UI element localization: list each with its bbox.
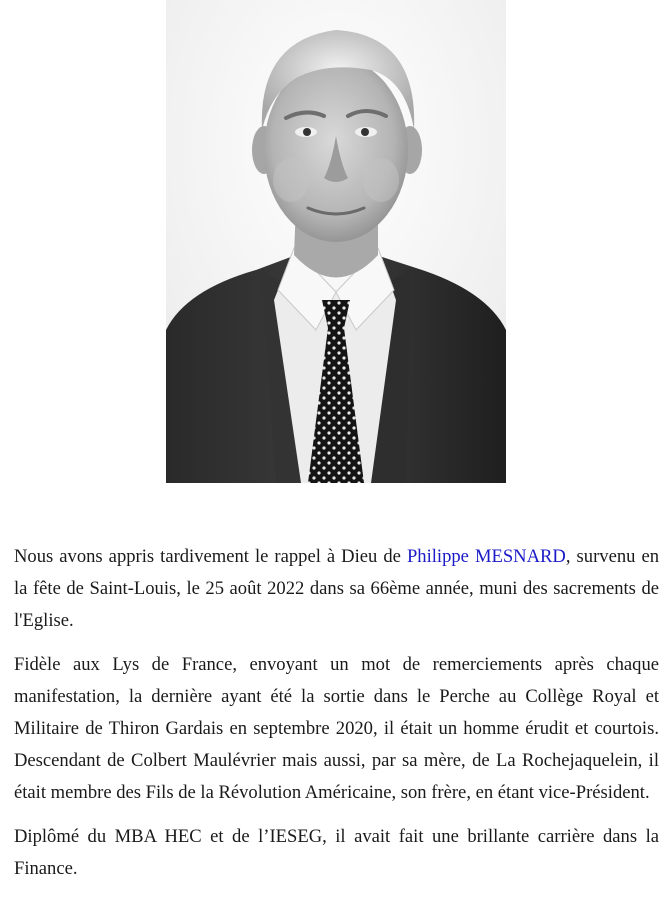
article-body bbox=[14, 541, 659, 898]
portrait-photo bbox=[166, 0, 506, 483]
person-name-link[interactable]: Philippe MESNARD bbox=[406, 546, 566, 567]
announcement-text-start: Nous avons appris tardivement le rappel à Dieu de bbox=[14, 546, 407, 567]
paragraph-career: Diplômé du MBA HEC et de l’IESEG, il avait fait une brillante carrière dans la Finance. bbox=[14, 826, 659, 880]
announcement-text-end: , survenu en la fête de Saint-Louis, le 25 août 2022 dans sa 66ème année, muni des sacrements de l'Eglise. bbox=[14, 546, 659, 631]
paragraph-announcement bbox=[14, 541, 659, 636]
paragraph-biography: Fidèle aux Lys de France, envoyant un mot de remerciements après chaque manifestation, la dernière ayant été la sortie dans le Perche au Collège Royal et Militaire de Thiron Gardais en septembre 2020, il était un homme érudit et courtois. Descendant de Colbert Maulévrier mais aussi, par sa mère, de La Rochejaquelein, il était membre des Fils de la Révolution Américaine, son frère, en étant vice-Président. bbox=[14, 654, 659, 803]
portrait-illustration bbox=[166, 0, 506, 483]
